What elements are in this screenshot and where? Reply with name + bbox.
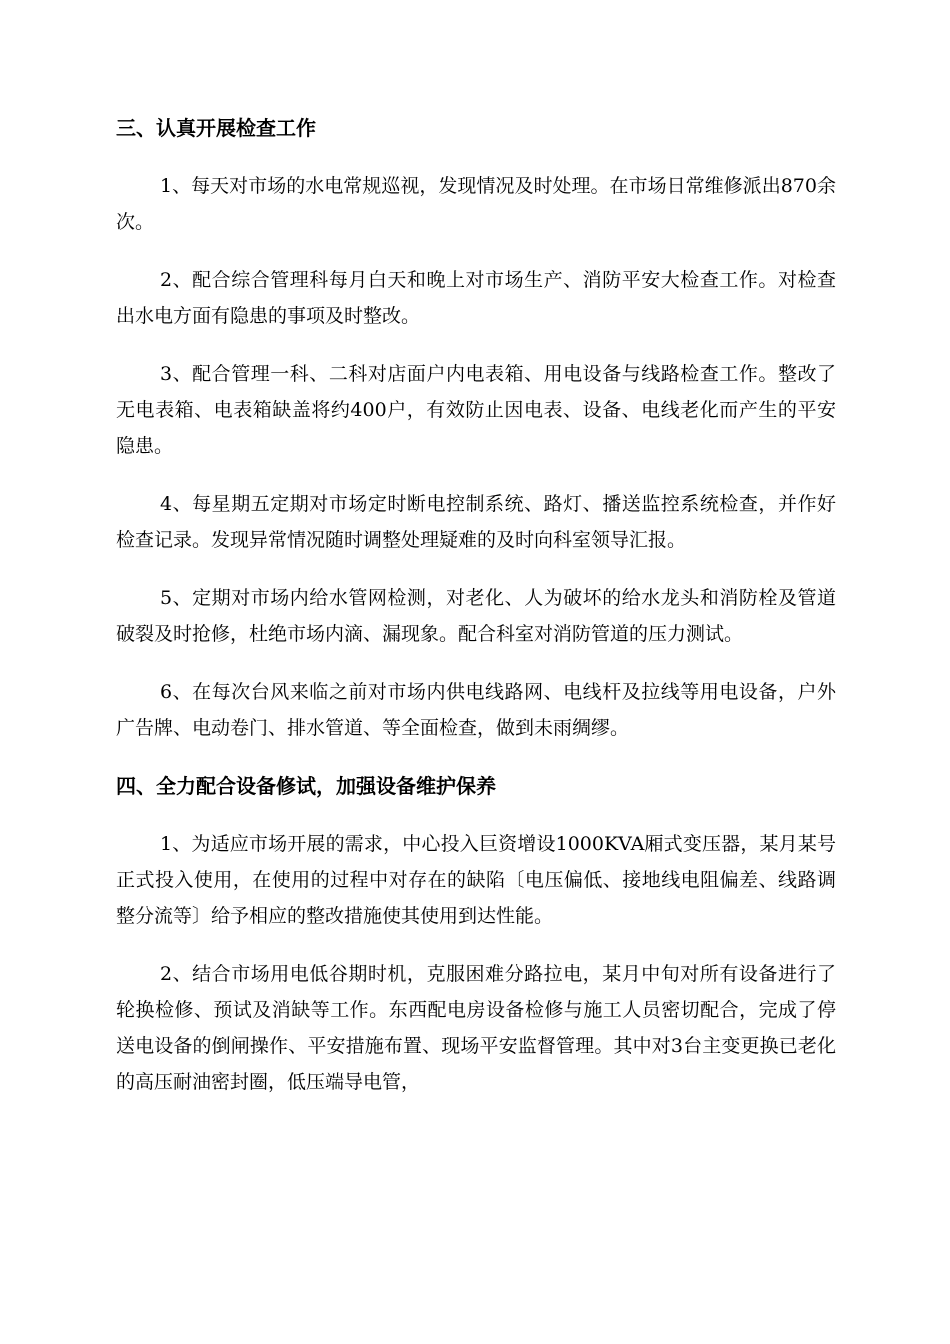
section-heading-inspection: 三、认真开展检查工作 (116, 116, 316, 140)
document-page (116, 110, 836, 1100)
section-heading-maintenance: 四、全力配合设备修试，加强设备维护保养 (116, 774, 496, 798)
paragraph-inspection-5: 5、定期对市场内给水管网检测，对老化、人为破坏的给水龙头和消防栓及管道破裂及时抢修，杜绝市场内滴、漏现象。配合科室对消防管道的压力测试。 (116, 587, 836, 645)
paragraph-maintenance-2: 2、结合市场用电低谷期时机，克服困难分路拉电，某月中旬对所有设备进行了轮换检修、预试及消缺等工作。东西配电房设备检修与施工人员密切配合，完成了停送电设备的倒闸操作、平安措施布置、现场平安监督管理。其中对3台主变更换已老化的高压耐油密封圈，低压端导电管， (116, 963, 836, 1093)
paragraph-inspection-3: 3、配合管理一科、二科对店面户内电表箱、用电设备与线路检查工作。整改了无电表箱、电表箱缺盖将约400户，有效防止因电表、设备、电线老化而产生的平安隐患。 (116, 363, 836, 457)
paragraph-maintenance-1: 1、为适应市场开展的需求，中心投入巨资增设1000KVA厢式变压器，某月某号正式投入使用，在使用的过程中对存在的缺陷〔电压偏低、接地线电阻偏差、线路调整分流等〕给予相应的整改措施使其使用到达性能。 (116, 833, 836, 927)
paragraph-inspection-6: 6、在每次台风来临之前对市场内供电线路网、电线杆及拉线等用电设备，户外广告牌、电动卷门、排水管道、等全面检查，做到未雨绸缪。 (116, 681, 836, 739)
paragraph-inspection-2: 2、配合综合管理科每月白天和晚上对市场生产、消防平安大检查工作。对检查出水电方面有隐患的事项及时整改。 (116, 269, 836, 327)
paragraph-inspection-1: 1、每天对市场的水电常规巡视，发现情况及时处理。在市场日常维修派出870余次。 (116, 175, 836, 233)
paragraph-inspection-4: 4、每星期五定期对市场定时断电控制系统、路灯、播送监控系统检查，并作好检查记录。发现异常情况随时调整处理疑难的及时向科室领导汇报。 (116, 493, 836, 551)
